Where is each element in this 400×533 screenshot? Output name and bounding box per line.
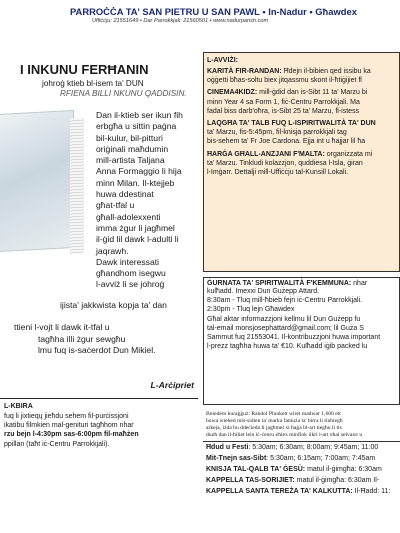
book-cover-image [0,110,88,258]
kicker-line-2: RFIENA BILLI NKUNU QADDISIN. [60,89,187,98]
notices-box [203,52,400,272]
notice-text: l-Imġarr. Dettalji mill-Uffiċċju tal-Kunsill Lokali. [207,169,349,177]
retreat-line: Sammut fuq 21553041. Il-kontribuzzjoni huwa important [207,334,381,342]
book-front [0,110,74,252]
mass-row: Mit-Tnejn sas-Sibt: 5:30am; 6:15am; 7:00am; 7:45am [206,455,376,462]
notice-item [204,64,399,85]
left-column [0,52,200,533]
page-header [0,0,400,52]
article-line: erbgħa u sittin paġna [96,121,177,132]
article-line: minn Milan. Il-ktejjeb [96,177,175,188]
notice-text: oġġetti bħas-soltu biex jitqassmu skont il-ħtiġijiet fl [207,77,362,85]
notice-text: organizzata mi [324,150,373,158]
retreat-line: Għal aktar informazzjoni kellmu lil Dun Ġużepp fu [207,315,361,323]
article-body [96,110,196,291]
procession-line: rzu bejn l-4:30pm sas-6:00pm fil-maħżen [4,431,139,439]
article-signature: L-Arċipriet [150,380,194,390]
procession-line: ppillan (taħt iċ-Ċentru Parrokkjali). [4,440,110,448]
note-line: Bniedem kuraġġuż: Randol Plunkett wiret madwar 1,600 ett [206,411,341,417]
article-line: ijista' jakkwista kopja ta' dan [60,300,167,310]
mass-row: KNISJA TAL-QALB TA' ĠESÙ: matul il-ġimgħa: 6:30am [206,466,382,473]
parish-contacts: Uffiċċju: 21551649 • Dar Parrokkjali: 21560501 • www.nadurparish.com [92,18,269,24]
notice-text: minn Year 4 sa Form 1, fiċ-Ċentru Parrokkjali. Ma [207,98,360,106]
parish-title: PARROĊĊA TA' SAN PIETRU U SAN PAWL • In-Nadur • Għawdex [70,6,357,17]
article-line: ttieni l-vojt li dawk it-tfal u [14,322,110,333]
courageous-man-note [203,410,400,436]
retreat-line: 2:30pm - Tluq lejn Għawdex [207,306,295,314]
article-line: lmu fuq is-saċerdot Dun Mikiel. [38,344,156,355]
article-line: mill-artista Taljana [96,155,165,166]
notice-text: fadal biss darb'oħra, is-Sibt 25 ta' Marzu, fl-istess [207,107,360,115]
article-line: l-avviż li se johroġ [96,279,165,290]
article-line: Anna Formaggio li hija [96,166,182,177]
mass-row: KAPPELLA TAS-SORIJIET: matul il-ġimgħa: 6:30am Il- [206,477,380,484]
article-headline: I INKUNU FERĦANIN [0,62,200,80]
notice-item [204,116,399,147]
notice-item [204,147,399,178]
book-pages-edge [70,118,84,255]
article-line: għall-adolexxenti [96,211,161,222]
article-kicker [0,79,200,101]
retreat-notice [203,277,400,405]
article-line: tagħha illi żgur sewgħu [38,333,126,344]
note-line: arkeja, iżda hu ddeċieda li jagħmel xi ħaġa bl-art tiegħu li tis [206,425,342,431]
retreat-line: 8:30am - Tluq mill-ħbieb fejn iċ-Ċentru Parrokkjali. [207,297,363,305]
right-column [203,52,400,533]
article-line: Dawk interessati [96,256,160,267]
article-line: huwa ddestinat [96,189,154,200]
notice-label: ĦARĠA GĦALL-ANZJANI F'MALTA: [207,150,325,158]
procession-line: ikatibu filmkien mal-genituri tagħhom nhar [4,422,134,430]
notice-label: KARITÀ FIR-RANDAN: [207,68,282,75]
mass-row: KAPPELLA SANTA TEREŻA TA' KALKUTTA: Il-Ħadd: 11: [206,488,391,495]
notice-text: ta' Marzu. Tinkludi kolazzjon, quddiesa l-Isla, ġiran [207,159,363,167]
retreat-heading: ĠURNATA TA' SPIRITWALITÀ F'KEMMUNA: nhar [207,280,368,287]
retreat-line: kulħadd. Imexxi Dun Ġużepp Attard. [207,288,320,295]
kicker-line-1: johroġ ktieb bl-isem ta' DUN [42,79,144,88]
notice-text: mill-ġdid dan is-Sibt 11 ta' Marzu bi [257,89,368,97]
notice-label: CINEMA4KIDZ: [207,89,258,97]
note-line: dugħ dan il-ħiliet lejn iċ-ċenru għiex minflok jikri l-art għal selvagg u [206,432,363,436]
notice-text: bis-sehem ta' Fr Joe Cardona. Ejja int u ħajjar lil ħa [207,138,366,146]
notices-heading: L-AVVIŻI: [207,57,238,64]
notice-text: Ħdejn il-bibien qed issibu ka [281,68,371,75]
mass-times [203,441,400,533]
article-line: bil-kulur, bil-pitturi [96,132,163,143]
article-line: għat-tfal u [96,200,135,211]
note-line: huwa wiehed mis-sidien ta' marka famuża ta' birra li tinbiegħ [206,418,343,424]
article-body-wide [0,300,198,356]
article-line: oriġinali maħdumin [96,143,169,154]
procession-heading: L-KBIRA [4,403,33,410]
notice-label: LAQGĦA TA' TALB FUQ L-ISPIRITWALITÀ TA' DUN [207,120,376,128]
article-line: imma żgur li jagħmel [96,222,175,233]
retreat-line: tal-email monsjosephattard@gmail.com; lil Ġuża S [207,324,364,332]
article-line: għandhom isegwu [96,268,166,279]
retreat-line: l-prezz tagħha huwa ta' €10. Kulħadd iġib packed lu [207,343,368,351]
mass-row: Ħdud u Festi: 5:30am; 6:30am; 8:00am; 9:45am; 11:00 [206,444,379,451]
article-line [0,311,198,322]
notice-text: ta' Marzu, fis-5:45pm, fil-knisja parrokkjali tag [207,129,347,137]
article-line: Dan il-ktieb ser ikun fih [96,110,183,120]
article-line: il-ġid lil dawk l-adulti li [96,234,179,245]
procession-line: fuq li jixtieqų jieħdu sehem fil-purċissjoni [4,413,129,420]
notice-item [204,85,399,116]
procession-notice [0,398,198,533]
article-line: jaqrawh. [96,245,129,256]
